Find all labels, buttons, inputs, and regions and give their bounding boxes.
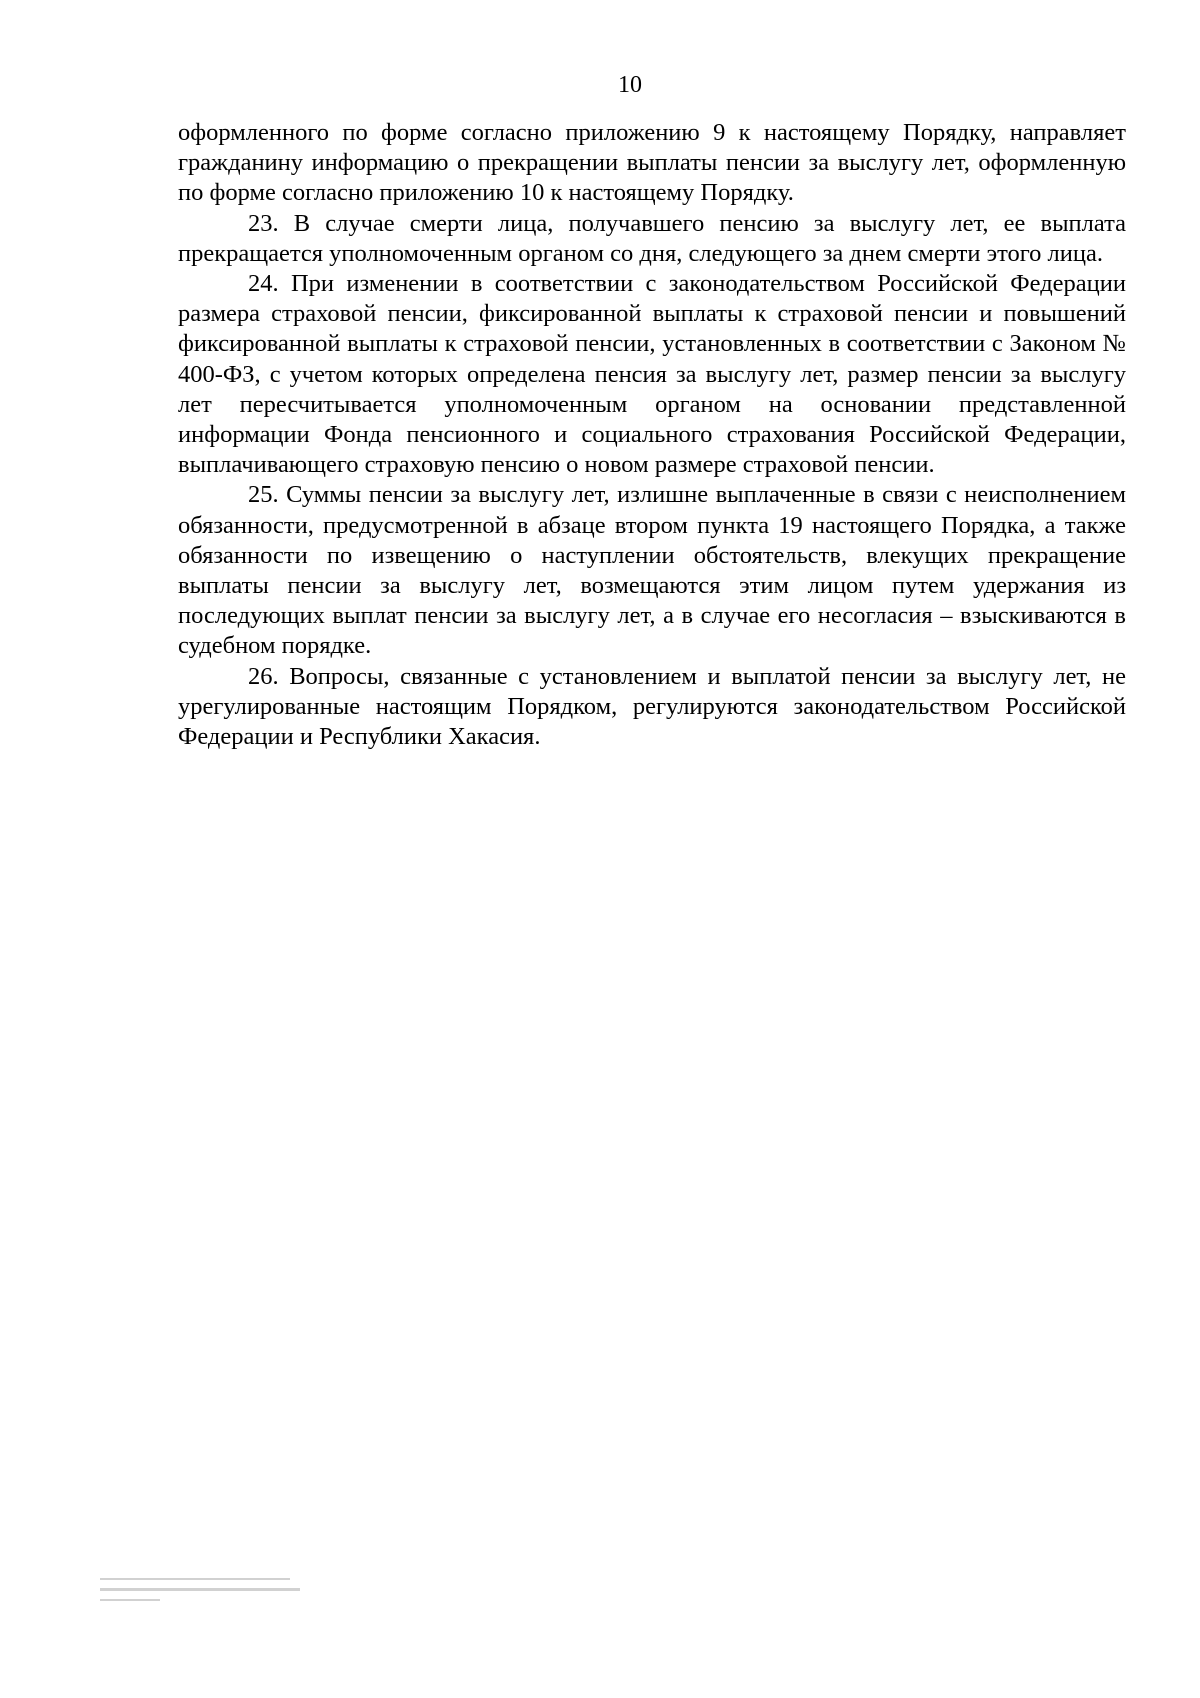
paragraph-25: 25. Суммы пенсии за выслугу лет, излишне выплаченные в связи с неисполнением обязанности, предусмотренной в абзаце втором пункта 19 настоящего Порядка, а также обязанности по извещению о наступлении обстоятельств, влекущих прекращение выплаты пенсии за выслугу лет, возмещаются этим лицом путем удержания из последующих выплат пенсии за выслугу лет, а в случае его несогласия – взыскиваются в судебном порядке. [178, 481, 1126, 660]
paragraph-26: 26. Вопросы, связанные с установлением и выплатой пенсии за выслугу лет, не урегулированные настоящим Порядком, регулируются законодательством Российской Федерации и Республики Хакасия. [178, 662, 1126, 751]
document-body [178, 118, 1126, 752]
paragraph-continuation: оформленного по форме согласно приложению 9 к настоящему Порядку, направляет гражданину информацию о прекращении выплаты пенсии за выслугу лет, оформленную по форме согласно приложению 10 к настоящему Порядку. [178, 119, 1126, 207]
faded-electronic-signature-stamp [100, 1578, 300, 1630]
paragraph-23: 23. В случае смерти лица, получавшего пенсию за выслугу лет, ее выплата прекращается уполномоченным органом со дня, следующего за днем смерти этого лица. [178, 209, 1126, 267]
page-number: 10 [618, 72, 642, 98]
paragraph-24: 24. При изменении в соответствии с законодательством Российской Федерации размера страховой пенсии, фиксированной выплаты к страховой пенсии и повышений фиксированной выплаты к страховой пенсии, установленных в соответствии с Законом № 400-ФЗ, с учетом которых определена пенсия за выслугу лет, размер пенсии за выслугу лет пересчитывается уполномоченным органом на основании представленной информации Фонда пенсионного и социального страхования Российской Федерации, выплачивающего страховую пенсию о новом размере страховой пенсии. [178, 270, 1126, 479]
